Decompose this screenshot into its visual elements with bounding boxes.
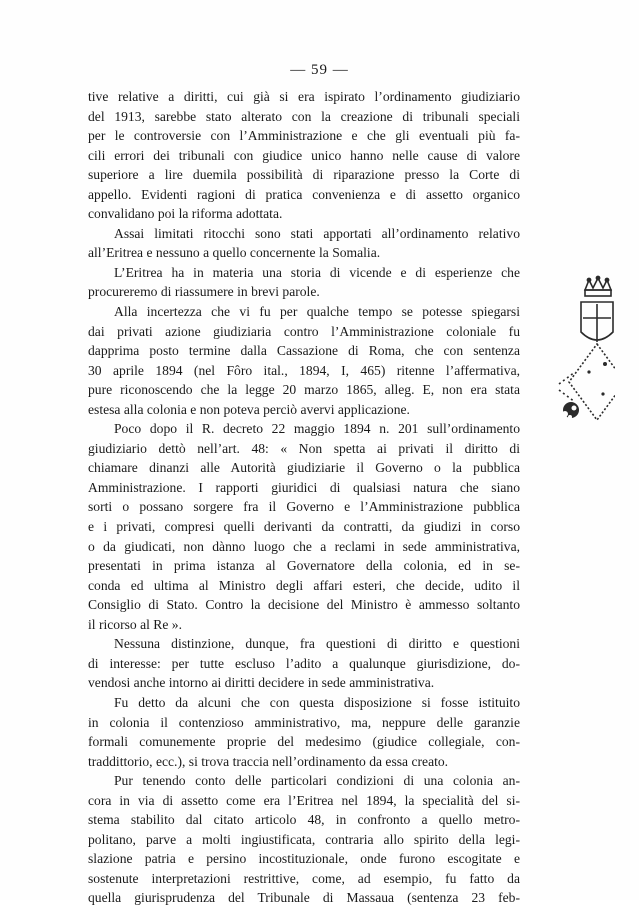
text-line: superiore a lire duemila possibilità di riparazione presso la Corte di	[88, 167, 520, 183]
text-line: conda ed ultima al Ministro degli affari esteri, che decide, udito il	[88, 577, 520, 593]
text-line: o da giudicati, non dànno luogo che a reclami in sede amministrativa,	[88, 538, 520, 554]
library-stamp-icon	[545, 272, 615, 432]
text-line: Consiglio di Stato. Contro la decisione del Ministro è ammesso soltanto	[88, 597, 520, 613]
text-line: traddittorio, ecc.), si trova traccia nell’ordinamento da essa creato.	[88, 753, 449, 769]
text-line: del 1913, sarebbe stato alterato con la creazione di tribunali speciali	[88, 108, 520, 124]
text-line: il ricorso al Re ».	[88, 616, 183, 632]
text-line: chiamare dinanzi alle Autorità giudiziarie il Governo o la pubblica	[88, 460, 520, 476]
text-line: cora in via di assetto come era l’Eritrea nel 1894, la specialità del si-	[88, 792, 520, 808]
text-line: all’Eritrea e nessuno a quello concernente la Somalia.	[88, 245, 381, 261]
text-line: politano, parve a molti ingiustificata, contraria allo spirito della legi-	[88, 831, 520, 847]
text-line: sostenute interpretazioni restrittive, come, ad esempio, fu fatto da	[88, 870, 520, 886]
text-line: stema stabilito dal citato articolo 48, in confronto a quello metro-	[88, 812, 520, 828]
text-line: estesa alla colonia e non poteva perciò avervi applicazione.	[88, 401, 410, 417]
text-line: appello. Evidenti ragioni di pratica convenienza e di assetto organico	[88, 186, 520, 202]
text-line: Nessuna distinzione, dunque, fra questioni di diritto e questioni	[114, 636, 520, 652]
text-line: Poco dopo il R. decreto 22 maggio 1894 n. 201 sull’ordinamento	[114, 421, 520, 437]
text-line: in colonia il contenzioso amministrativo, ma, neppure delle garanzie	[88, 714, 520, 730]
text-line: 30 aprile 1894 (nel Fôro ital., 1894, I, 465) ritenne l’affermativa,	[88, 362, 520, 378]
text-line: formali comunemente proprie del medesimo (giudice collegiale, con-	[88, 734, 520, 750]
text-line: L’Eritrea ha in materia una storia di vicende e di esperienze che	[114, 264, 520, 280]
text-line: Amministrazione. I rapporti giuridici di qualsiasi natura che siano	[88, 479, 520, 495]
text-line: vendosi anche intorno ai diritti decidere in sede amministrativa.	[88, 675, 435, 691]
text-line: tive relative a diritti, cui già si era ispirato l’ordinamento giudiziario	[88, 89, 520, 104]
text-line: giudiziario dettò nell’art. 48: « Non spetta ai privati il diritto di	[88, 440, 520, 456]
body-text	[88, 87, 520, 908]
text-line: e i privati, compresi quelli derivanti da contratti, da giudizi in corso	[88, 519, 520, 535]
text-line: di interesse: per tutte escluso l’adito a qualunque giurisdizione, do-	[88, 655, 520, 671]
page-number: — 59 —	[290, 62, 349, 78]
text-line: Fu detto da alcuni che con questa disposizione si fosse istituito	[114, 694, 520, 710]
text-line: slazione patria e persino incostituzionale, onde furono escogitate e	[88, 851, 520, 867]
text-line: per le controversie con l’Amministrazione e che gli eventuali più fa-	[88, 128, 520, 144]
text-line: pure riconoscendo che la legge 20 marzo 1865, alleg. E, non era stata	[88, 382, 520, 398]
text-line: Assai limitati ritocchi sono stati apportati all’ordinamento relativo	[114, 225, 520, 241]
text-line: dapprima posto termine dalla Cassazione di Roma, che con sentenza	[88, 343, 520, 359]
text-line: quella giurisprudenza del Tribunale di Massaua (sentenza 23 feb-	[88, 890, 520, 906]
text-line: sorti o possano sorgere fra il Governo e l’Amministrazione pubblica	[88, 499, 520, 515]
text-line: cili errori dei tribunali con giudice unico hanno nelle cause di valore	[88, 147, 520, 163]
text-line: presentati in prima istanza al Governatore della colonia, ed in se-	[88, 558, 520, 574]
text-line: dai privati azione giudiziaria contro l’Amministrazione coloniale fu	[88, 323, 520, 339]
text-line: Pur tenendo conto delle particolari condizioni di una colonia an-	[114, 773, 520, 789]
text-line: procureremo di riassumere in brevi parole.	[88, 284, 320, 300]
text-line: Alla incertezza che vi fu per qualche tempo se potesse spiegarsi	[114, 304, 520, 320]
text-line: convalidano poi la riforma adottata.	[88, 206, 283, 222]
